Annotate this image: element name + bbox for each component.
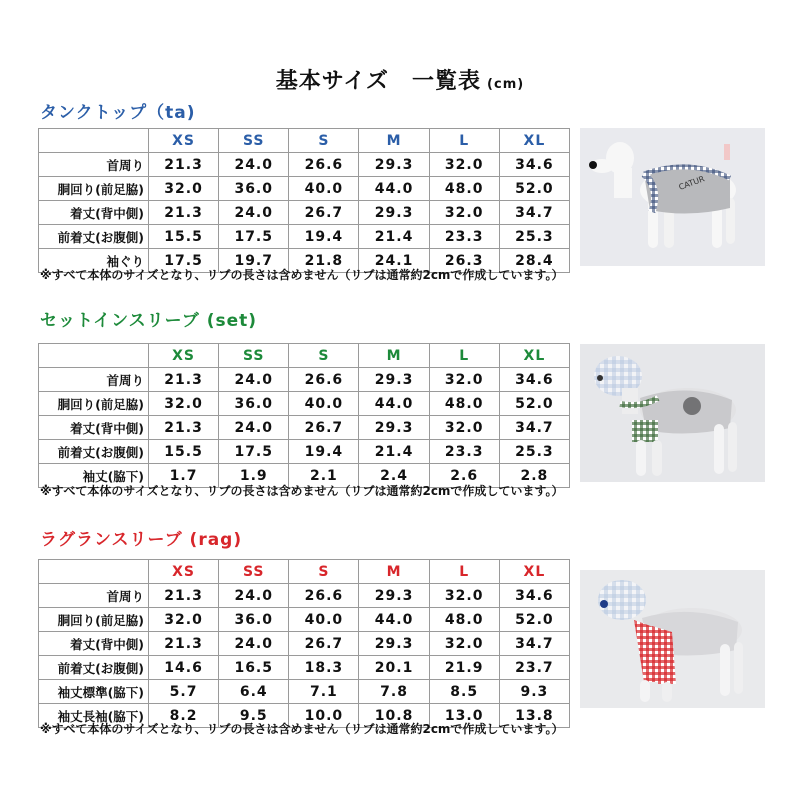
cell-value: 25.3	[499, 440, 569, 464]
page-title	[0, 64, 800, 95]
cell-value: 21.3	[149, 368, 219, 392]
cell-value: 13.0	[429, 704, 499, 728]
cell-value: 34.7	[499, 416, 569, 440]
size-header: SS	[219, 560, 289, 584]
cell-value: 44.0	[359, 392, 429, 416]
cell-value: 32.0	[429, 416, 499, 440]
row-label: 胴回り(前足脇)	[39, 177, 149, 201]
cell-value: 29.3	[359, 632, 429, 656]
page-title-text: 基本サイズ 一覧表	[275, 69, 482, 94]
cell-value: 32.0	[429, 368, 499, 392]
cell-value: 48.0	[429, 177, 499, 201]
cell-value: 21.4	[359, 225, 429, 249]
cell-value: 7.8	[359, 680, 429, 704]
cell-value: 21.3	[149, 416, 219, 440]
size-header: S	[289, 560, 359, 584]
cell-value: 7.1	[289, 680, 359, 704]
cell-value: 32.0	[429, 201, 499, 225]
cell-value: 32.0	[149, 177, 219, 201]
cell-value: 17.5	[219, 225, 289, 249]
size-header: XL	[499, 129, 569, 153]
table-row	[39, 368, 570, 392]
cell-value: 21.3	[149, 201, 219, 225]
cell-value: 2.8	[499, 464, 569, 488]
svg-text:CATUR: CATUR	[677, 174, 706, 192]
cell-value: 32.0	[429, 153, 499, 177]
cell-value: 15.5	[149, 440, 219, 464]
cell-value: 40.0	[289, 392, 359, 416]
cell-value: 13.8	[499, 704, 569, 728]
size-header: S	[289, 129, 359, 153]
cell-value: 21.3	[149, 153, 219, 177]
cell-value: 44.0	[359, 608, 429, 632]
cell-value: 24.0	[219, 368, 289, 392]
cell-value: 9.5	[219, 704, 289, 728]
cell-value: 5.7	[149, 680, 219, 704]
page-title-unit: (cm)	[487, 77, 525, 92]
cell-value: 21.3	[149, 584, 219, 608]
cell-value: 23.3	[429, 440, 499, 464]
table-row	[39, 177, 570, 201]
size-header: XS	[149, 344, 219, 368]
size-header: M	[359, 129, 429, 153]
size-header: SS	[219, 129, 289, 153]
cell-value: 8.2	[149, 704, 219, 728]
cell-value: 34.6	[499, 584, 569, 608]
cell-value: 19.4	[289, 225, 359, 249]
cell-value: 2.1	[289, 464, 359, 488]
cell-value: 34.6	[499, 368, 569, 392]
cell-value: 24.1	[359, 249, 429, 273]
cell-value: 29.3	[359, 584, 429, 608]
row-label: 着丈(背中側)	[39, 632, 149, 656]
cell-value: 1.7	[149, 464, 219, 488]
cell-value: 40.0	[289, 177, 359, 201]
header-corner	[39, 560, 149, 584]
cell-value: 1.9	[219, 464, 289, 488]
row-label: 首周り	[39, 584, 149, 608]
table-row	[39, 201, 570, 225]
row-label: 前着丈(お腹側)	[39, 656, 149, 680]
section-title-tanktop: タンクトップ（ta)	[40, 103, 196, 123]
section-title-setin: セットインスリーブ (set)	[40, 311, 258, 331]
table-row	[39, 392, 570, 416]
cell-value: 17.5	[219, 440, 289, 464]
cell-value: 2.4	[359, 464, 429, 488]
cell-value: 32.0	[429, 584, 499, 608]
cell-value: 21.4	[359, 440, 429, 464]
size-header: L	[429, 560, 499, 584]
row-label: 胴回り(前足脇)	[39, 392, 149, 416]
cell-value: 21.8	[289, 249, 359, 273]
cell-value: 29.3	[359, 153, 429, 177]
size-note: ※すべて本体のサイズとなり、リブの長さは含めません（リブは通常約2cmで作成しています。）	[40, 484, 564, 498]
cell-value: 26.7	[289, 201, 359, 225]
cell-value: 52.0	[499, 177, 569, 201]
cell-value: 24.0	[219, 201, 289, 225]
cell-value: 21.9	[429, 656, 499, 680]
size-table-setin	[38, 343, 570, 488]
cell-value: 8.5	[429, 680, 499, 704]
table-row	[39, 416, 570, 440]
cell-value: 28.4	[499, 249, 569, 273]
row-label: 首周り	[39, 153, 149, 177]
size-header: XS	[149, 560, 219, 584]
row-label: 着丈(背中側)	[39, 416, 149, 440]
row-label: 袖ぐり	[39, 249, 149, 273]
size-header: L	[429, 344, 499, 368]
cell-value: 21.3	[149, 632, 219, 656]
cell-value: 24.0	[219, 153, 289, 177]
table-row	[39, 153, 570, 177]
cell-value: 10.8	[359, 704, 429, 728]
row-label: 前着丈(お腹側)	[39, 225, 149, 249]
table-row	[39, 680, 570, 704]
cell-value: 23.3	[429, 225, 499, 249]
cell-value: 26.6	[289, 368, 359, 392]
size-header: XL	[499, 344, 569, 368]
table-row	[39, 584, 570, 608]
size-header: L	[429, 129, 499, 153]
cell-value: 40.0	[289, 608, 359, 632]
cell-value: 16.5	[219, 656, 289, 680]
table-header-row	[39, 560, 570, 584]
dog-tanktop-photo	[580, 128, 765, 266]
cell-value: 29.3	[359, 416, 429, 440]
row-label: 前着丈(お腹側)	[39, 440, 149, 464]
cell-value: 34.7	[499, 632, 569, 656]
cell-value: 24.0	[219, 632, 289, 656]
row-label: 着丈(背中側)	[39, 201, 149, 225]
dog-raglan-sleeve-photo	[580, 570, 765, 708]
table-header-row	[39, 344, 570, 368]
size-note: ※すべて本体のサイズとなり、リブの長さは含めません（リブは通常約2cmで作成しています。）	[40, 722, 564, 736]
cell-value: 36.0	[219, 392, 289, 416]
dog-setin-sleeve-photo	[580, 344, 765, 482]
row-label: 袖丈(脇下)	[39, 464, 149, 488]
size-header: XS	[149, 129, 219, 153]
cell-value: 32.0	[149, 608, 219, 632]
cell-value: 14.6	[149, 656, 219, 680]
cell-value: 26.6	[289, 584, 359, 608]
cell-value: 29.3	[359, 368, 429, 392]
cell-value: 26.3	[429, 249, 499, 273]
cell-value: 26.7	[289, 632, 359, 656]
cell-value: 23.7	[499, 656, 569, 680]
size-note: ※すべて本体のサイズとなり、リブの長さは含めません（リブは通常約2cmで作成しています。）	[40, 268, 564, 282]
cell-value: 17.5	[149, 249, 219, 273]
section-title-raglan: ラグランスリーブ (rag)	[40, 530, 243, 550]
cell-value: 32.0	[429, 632, 499, 656]
cell-value: 34.6	[499, 153, 569, 177]
cell-value: 24.0	[219, 416, 289, 440]
size-header: XL	[499, 560, 569, 584]
table-header-row	[39, 129, 570, 153]
table-row	[39, 632, 570, 656]
cell-value: 25.3	[499, 225, 569, 249]
cell-value: 34.7	[499, 201, 569, 225]
size-table-tanktop	[38, 128, 570, 273]
cell-value: 20.1	[359, 656, 429, 680]
size-header: SS	[219, 344, 289, 368]
cell-value: 48.0	[429, 608, 499, 632]
cell-value: 44.0	[359, 177, 429, 201]
cell-value: 19.7	[219, 249, 289, 273]
row-label: 袖丈標準(脇下)	[39, 680, 149, 704]
table-row	[39, 608, 570, 632]
header-corner	[39, 344, 149, 368]
cell-value: 24.0	[219, 584, 289, 608]
cell-value: 52.0	[499, 392, 569, 416]
cell-value: 48.0	[429, 392, 499, 416]
cell-value: 26.6	[289, 153, 359, 177]
header-corner	[39, 129, 149, 153]
cell-value: 6.4	[219, 680, 289, 704]
size-header: M	[359, 344, 429, 368]
row-label: 首周り	[39, 368, 149, 392]
cell-value: 36.0	[219, 608, 289, 632]
cell-value: 36.0	[219, 177, 289, 201]
table-row	[39, 440, 570, 464]
cell-value: 19.4	[289, 440, 359, 464]
cell-value: 2.6	[429, 464, 499, 488]
cell-value: 52.0	[499, 608, 569, 632]
table-row	[39, 225, 570, 249]
table-row	[39, 656, 570, 680]
size-header: M	[359, 560, 429, 584]
cell-value: 29.3	[359, 201, 429, 225]
cell-value: 26.7	[289, 416, 359, 440]
cell-value: 32.0	[149, 392, 219, 416]
size-table-raglan	[38, 559, 570, 728]
row-label: 袖丈長袖(脇下)	[39, 704, 149, 728]
size-header: S	[289, 344, 359, 368]
row-label: 胴回り(前足脇)	[39, 608, 149, 632]
cell-value: 18.3	[289, 656, 359, 680]
cell-value: 10.0	[289, 704, 359, 728]
cell-value: 9.3	[499, 680, 569, 704]
cell-value: 15.5	[149, 225, 219, 249]
